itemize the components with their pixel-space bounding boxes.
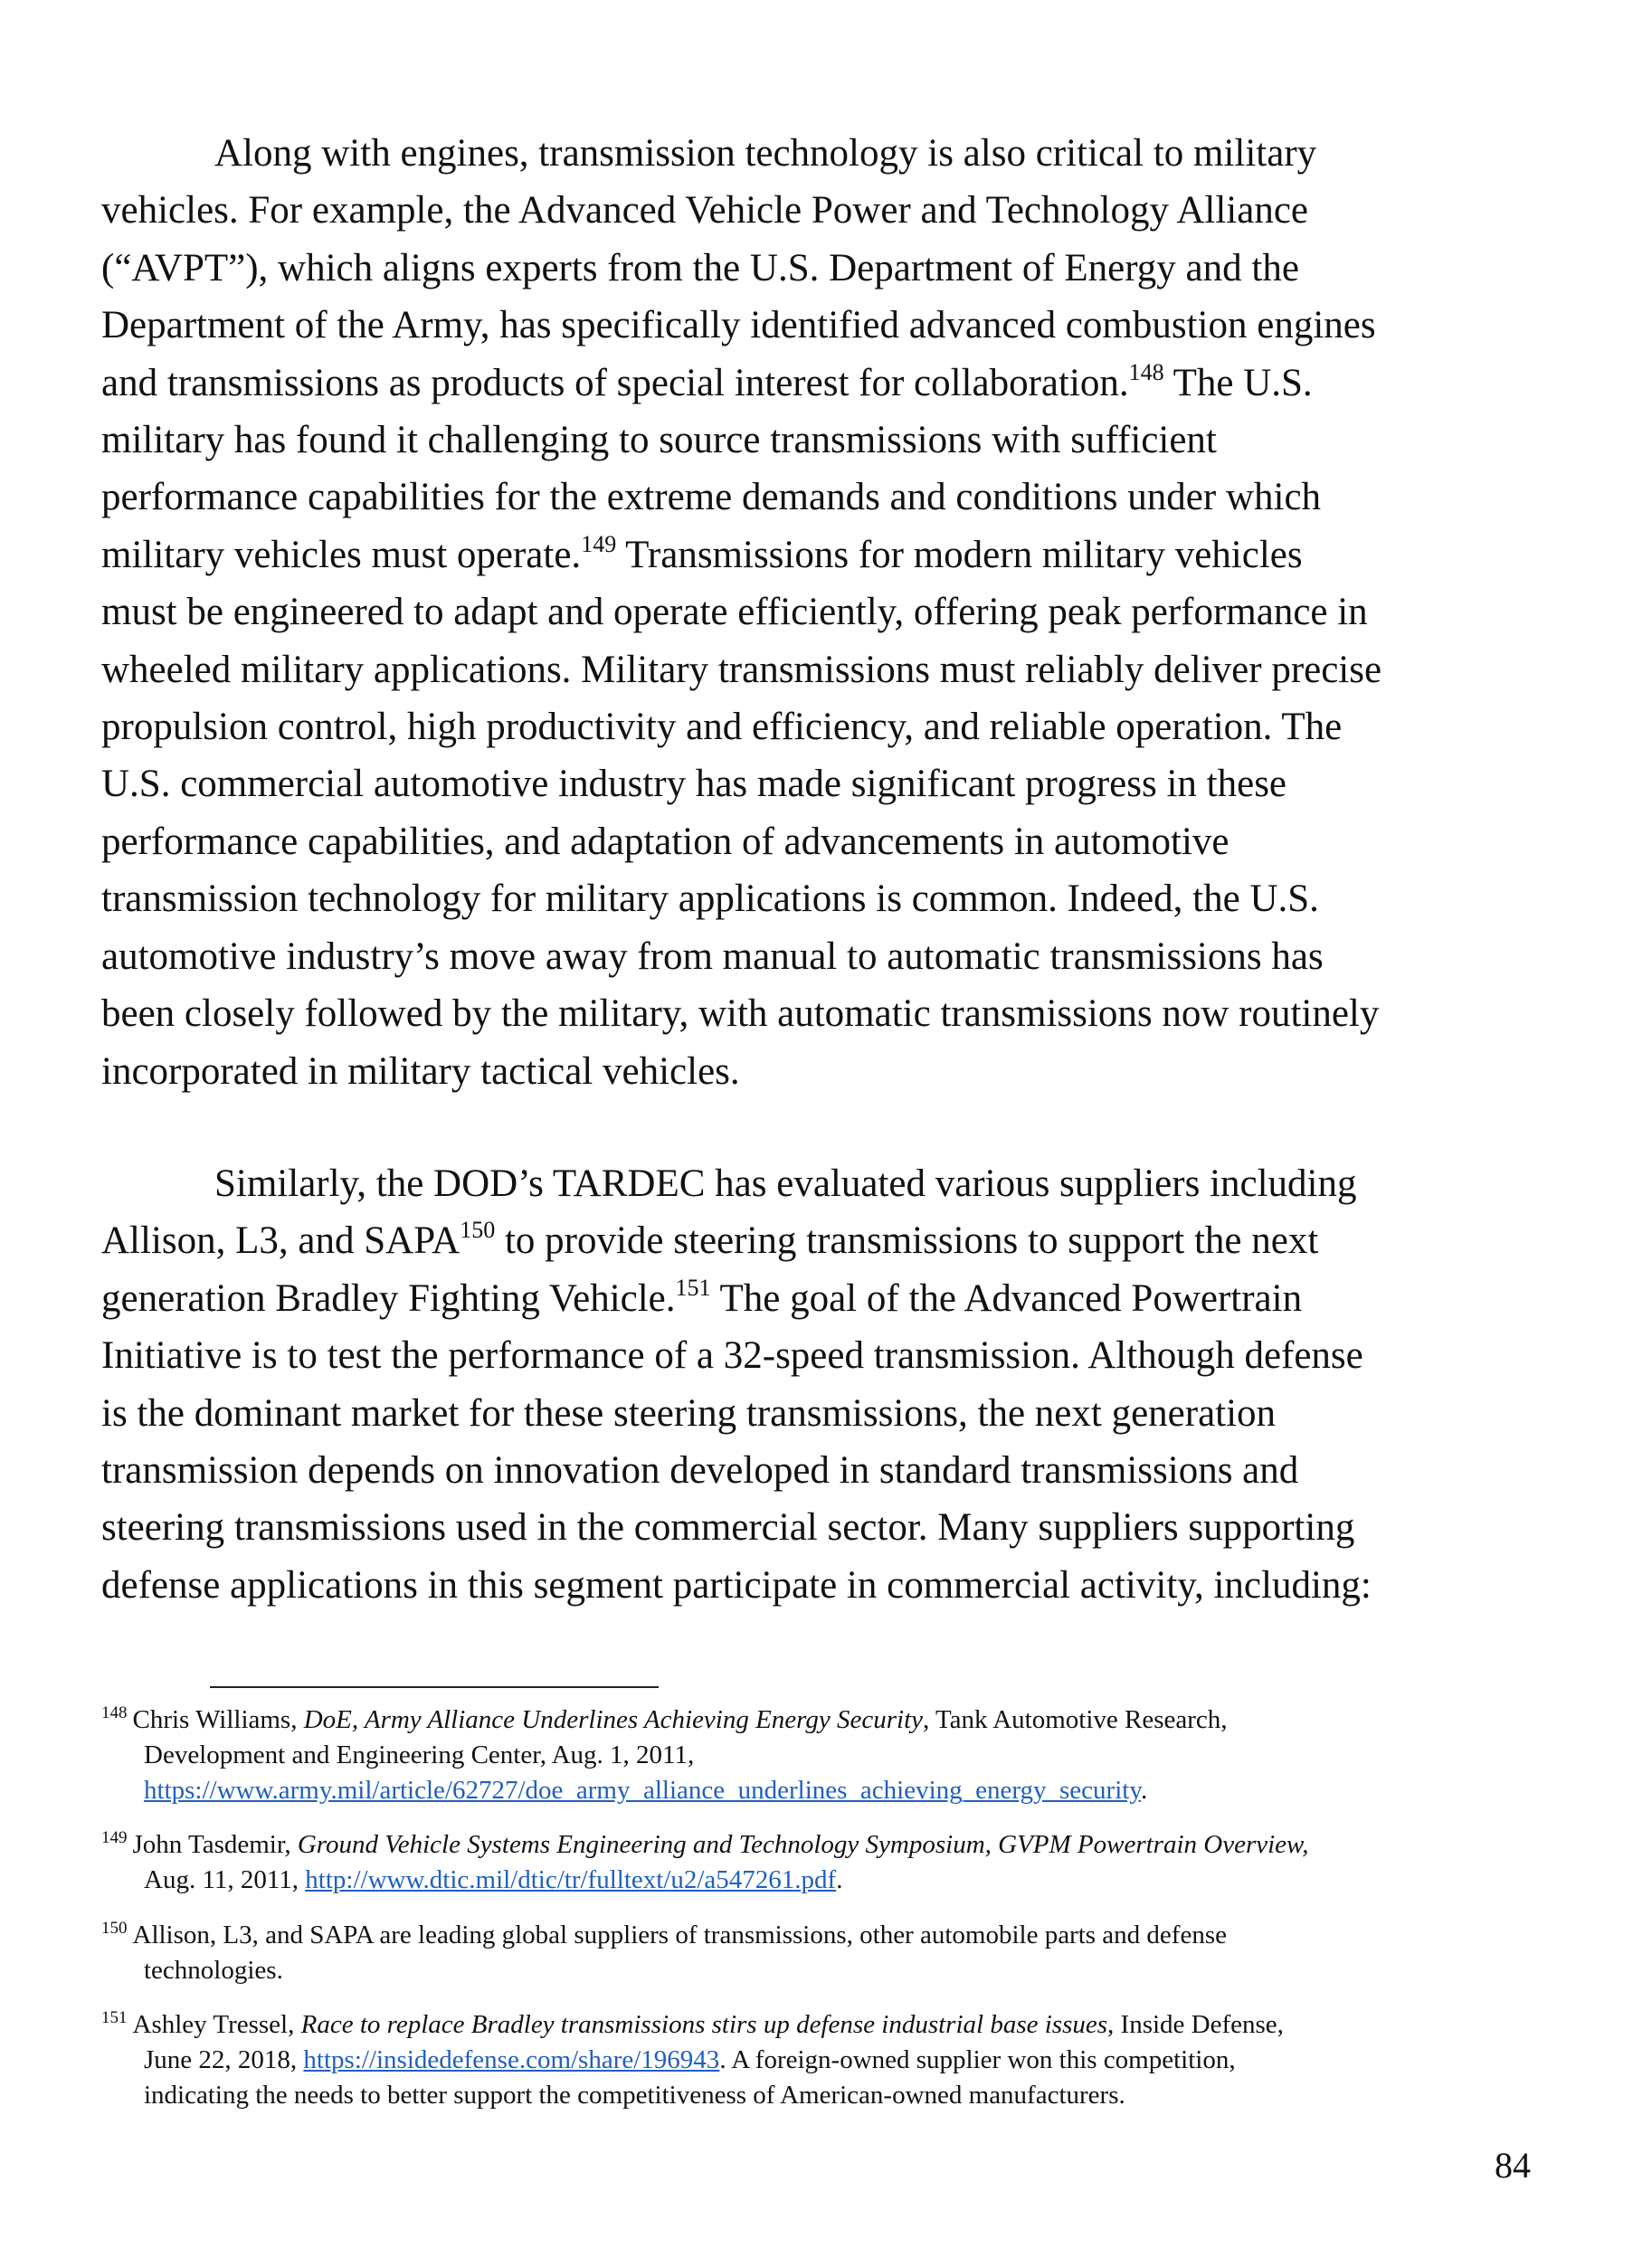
text-line: propulsion control, high productivity and efficiency, and reliable operation. The — [101, 706, 1343, 749]
text-line: transmission technology for military applications is common. Indeed, the U.S. — [101, 877, 1319, 921]
text-line: must be engineered to adapt and operate efficiently, offering peak performance in — [101, 591, 1368, 634]
paragraph-avpt — [101, 125, 1549, 1100]
text-line: military vehicles must operate.$^{149}$ Transmissions for modern military vehicles — [101, 530, 1303, 576]
text-line: performance capabilities, and adaptation of advancements in automotive — [101, 820, 1230, 863]
text-line: incorporated in military tactical vehicles. — [101, 1049, 740, 1093]
page-number: 84 — [1495, 2145, 1531, 2186]
footnote-149: $^{149}$ John Tasdemir, Ground Vehicle Systems Engineering and Technology Symposium, GVPM Powertrain Overview, Aug. 11, 2011, http://www.dtic.mil/dtic/tr/fulltext/u2/a547261.pdf. — [101, 1828, 1309, 1894]
text-line: wheeled military applications. Military transmissions must reliably deliver precise — [101, 648, 1382, 691]
footnote-149-link[interactable]: http://www.dtic.mil/dtic/tr/fulltext/u2/a547261.pdf — [305, 1865, 837, 1894]
text-line: Similarly, the DOD’s TARDEC has evaluated various suppliers including — [214, 1162, 1357, 1205]
footnote-ref-148[interactable]: 148 — [1128, 358, 1164, 385]
footnote-number: 150 — [101, 1919, 128, 1938]
footnote-separator — [210, 1686, 659, 1688]
text-line: Along with engines, transmission technology is also critical to military — [214, 132, 1317, 175]
text-line: Department of the Army, has specifically identified advanced combustion engines — [101, 304, 1376, 347]
text-line: and transmissions as products of special interest for collaboration.$^{148}$ The U.S. — [101, 358, 1313, 404]
text-line: transmission depends on innovation developed in standard transmissions and — [101, 1449, 1299, 1493]
text-line: U.S. commercial automotive industry has made significant progress in these — [101, 763, 1287, 806]
text-line: vehicles. For example, the Advanced Vehicle Power and Technology Alliance — [101, 189, 1308, 232]
footnote-ref-151[interactable]: 151 — [675, 1274, 711, 1301]
footnote-number: 149 — [101, 1828, 128, 1847]
text-line: performance capabilities for the extreme demands and conditions under which — [101, 476, 1322, 519]
text-line: steering transmissions used in the commercial sector. Many suppliers supporting — [101, 1506, 1355, 1550]
footnote-number: 151 — [101, 2008, 128, 2027]
text-line: military has found it challenging to source transmissions with sufficient — [101, 419, 1217, 462]
text-line: been closely followed by the military, with automatic transmissions now routinely — [101, 992, 1380, 1036]
text-line: is the dominant market for these steering transmissions, the next generation — [101, 1391, 1277, 1435]
text-line: generation Bradley Fighting Vehicle.$^{151}$ The goal of the Advanced Powertrain — [101, 1274, 1303, 1320]
paragraph-tardec — [101, 1155, 1549, 1614]
text-line: (“AVPT”), which aligns experts from the U.S. Department of Energy and the — [101, 246, 1299, 289]
footnote-ref-150[interactable]: 150 — [460, 1217, 496, 1244]
text-line: automotive industry’s move away from manual to automatic transmissions has — [101, 934, 1324, 978]
text-line: Allison, L3, and SAPA$^{150}$ to provide steering transmissions to support the next — [101, 1217, 1319, 1263]
text-line: defense applications in this segment participate in commercial activity, including: — [101, 1563, 1372, 1607]
footnote-ref-149[interactable]: 149 — [581, 530, 617, 557]
footnote-151-link[interactable]: https://insidedefense.com/share/196943 — [303, 2045, 720, 2074]
footnote-148: $^{148}$ Chris Williams, DoE, Army Alliance Underlines Achieving Energy Security, Tank Automotive Research, Development and Engineering Center, Aug. 1, 2011, https://www.army.mil/article/62727/doe_army_alliance_underlines_achieving_energy_security. — [101, 1703, 1228, 1805]
footnote-150: $^{150}$ Allison, L3, and SAPA are leading global suppliers of transmissions, other automobile parts and defense technologies. — [101, 1919, 1227, 1985]
text-line: Initiative is to test the performance of a 32-speed transmission. Although defense — [101, 1334, 1363, 1378]
footnote-148-link[interactable]: https://www.army.mil/article/62727/doe_army_alliance_underlines_achieving_energy_security — [144, 1776, 1141, 1805]
footnote-151: $^{151}$ Ashley Tressel, Race to replace Bradley transmissions stirs up defense industrial base issues, Inside Defense, June 22, 2018, https://insidedefense.com/share/196943. A foreign-owned supplier won this competition, indicating the needs to better support the competitiveness of American-owned manufacturers. — [101, 2008, 1284, 2110]
footnote-number: 148 — [101, 1703, 128, 1722]
